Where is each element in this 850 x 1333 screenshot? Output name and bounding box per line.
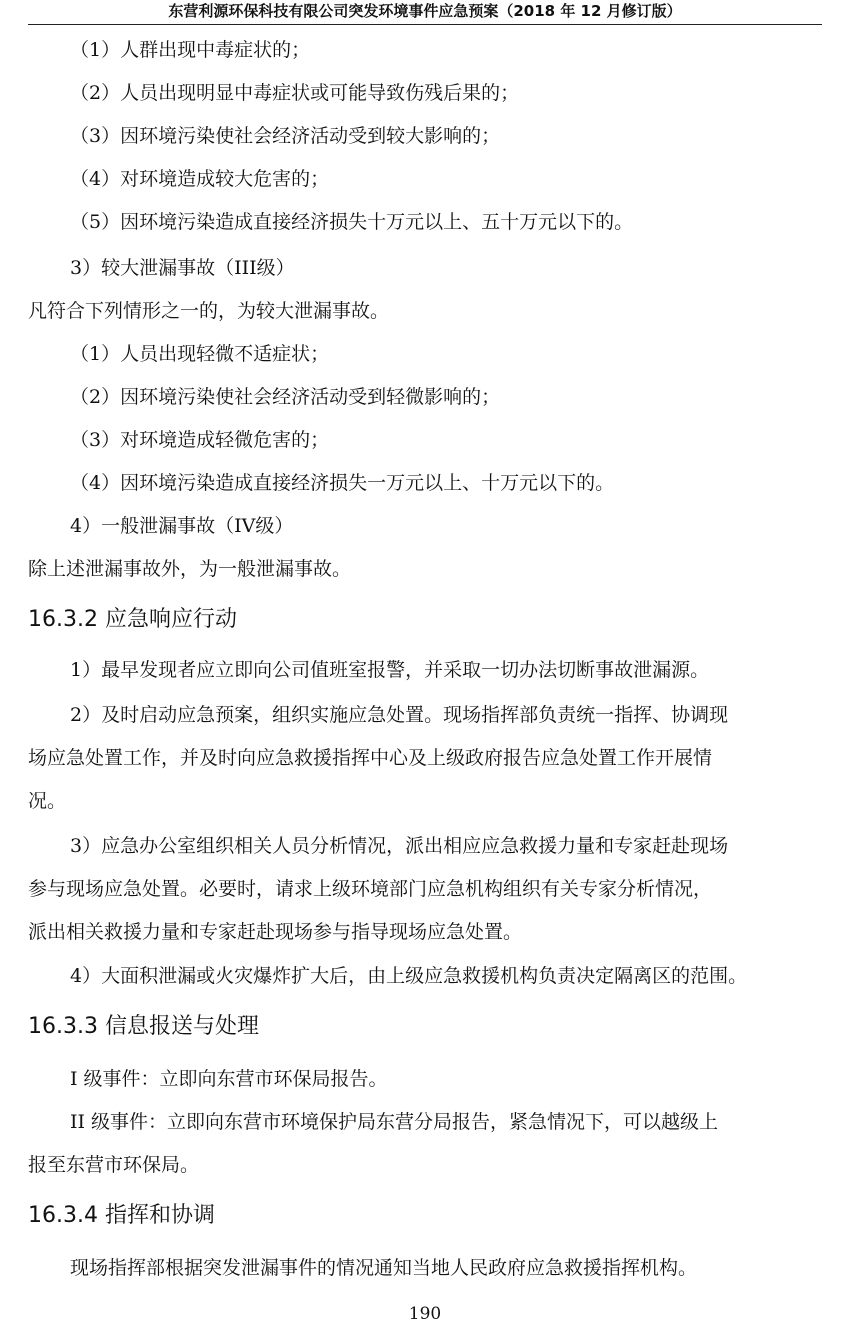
- list-item: （3）因环境污染使社会经济活动受到较大影响的；: [70, 125, 501, 147]
- level4-title: 4）一般泄漏事故（IV级）: [70, 515, 294, 537]
- list-item: （2）因环境污染使社会经济活动受到轻微影响的；: [70, 386, 501, 408]
- paragraph: 1）最早发现者应立即向公司值班室报警，并采取一切办法切断事故泄漏源。: [70, 659, 710, 681]
- paragraph: 报至东营市环保局。: [28, 1154, 200, 1176]
- paragraph: 派出相关救援力量和专家赶赴现场参与指导现场应急处置。: [28, 921, 523, 943]
- list-item: （5）因环境污染造成直接经济损失十万元以上、五十万元以下的。: [70, 211, 634, 233]
- paragraph: 况。: [28, 790, 67, 812]
- paragraph: II 级事件：立即向东营市环境保护局东营分局报告，紧急情况下，可以越级上: [70, 1111, 719, 1133]
- paragraph: 场应急处置工作，并及时向应急救援指挥中心及上级政府报告应急处置工作开展情: [28, 747, 713, 769]
- list-item: （1）人员出现轻微不适症状；: [70, 343, 330, 365]
- level3-intro: 凡符合下列情形之一的，为较大泄漏事故。: [28, 300, 390, 322]
- section-heading-16-3-2: 16.3.2 应急响应行动: [28, 607, 237, 632]
- paragraph: 4）大面积泄漏或火灾爆炸扩大后，由上级应急救援机构负责决定隔离区的范围。: [70, 965, 748, 987]
- paragraph: 2）及时启动应急预案，组织实施应急处置。现场指挥部负责统一指挥、协调现: [70, 704, 729, 726]
- list-item: （3）对环境造成轻微危害的；: [70, 429, 330, 451]
- level4-intro: 除上述泄漏事故外，为一般泄漏事故。: [28, 558, 352, 580]
- paragraph: 参与现场应急处置。必要时，请求上级环境部门应急机构组织有关专家分析情况，: [28, 878, 713, 900]
- list-item: （2）人员出现明显中毒症状或可能导致伤残后果的；: [70, 82, 520, 104]
- paragraph: 现场指挥部根据突发泄漏事件的情况通知当地人民政府应急救援指挥机构。: [70, 1257, 698, 1279]
- section-heading-16-3-3: 16.3.3 信息报送与处理: [28, 1014, 259, 1039]
- page-number: 190: [408, 1304, 442, 1324]
- section-heading-16-3-4: 16.3.4 指挥和协调: [28, 1203, 215, 1228]
- list-item: （1）人群出现中毒症状的；: [70, 39, 311, 61]
- list-item: （4）对环境造成较大危害的；: [70, 168, 330, 190]
- list-item: （4）因环境污染造成直接经济损失一万元以上、十万元以下的。: [70, 472, 615, 494]
- paragraph: I 级事件：立即向东营市环保局报告。: [70, 1068, 388, 1090]
- page-header: 东营利源环保科技有限公司突发环境事件应急预案（2018 年 12 月修订版）: [28, 0, 822, 25]
- paragraph: 3）应急办公室组织相关人员分析情况，派出相应应急救援力量和专家赶赴现场: [70, 835, 729, 857]
- level3-title: 3）较大泄漏事故（III级）: [70, 257, 295, 279]
